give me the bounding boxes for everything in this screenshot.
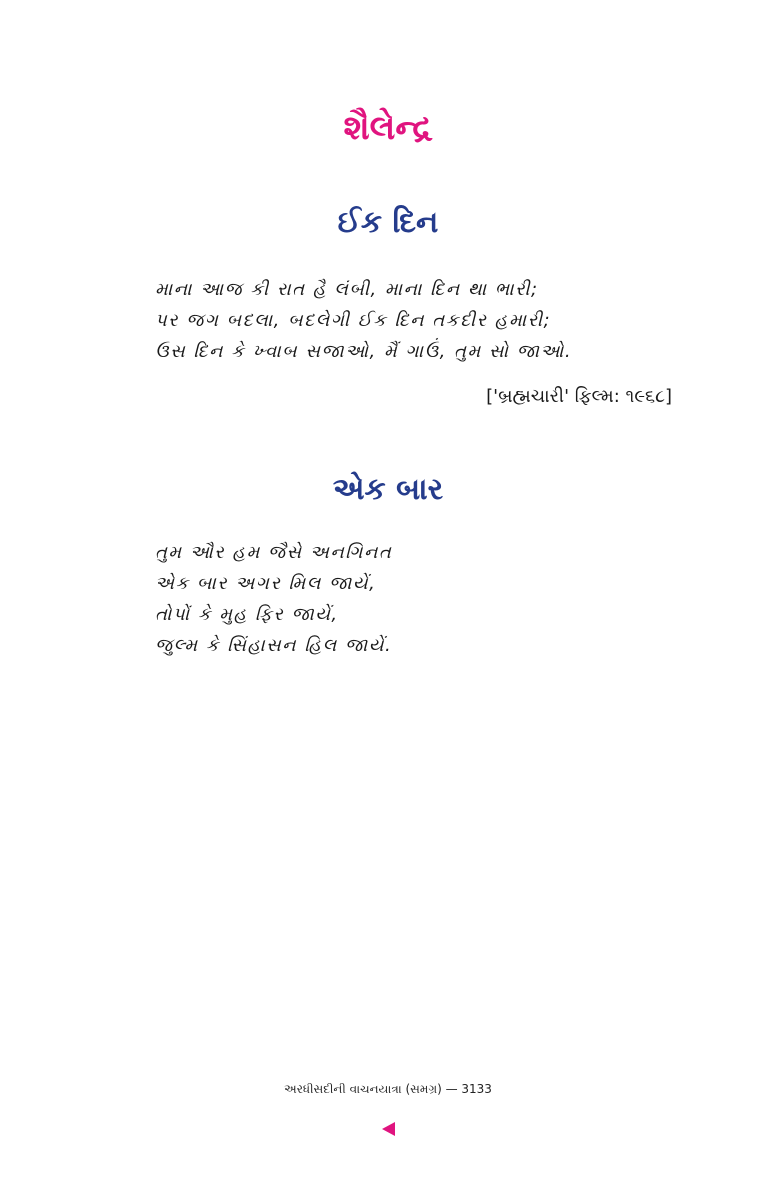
page-footer: અરધીસદીની વાચનયાત્રા (સમગ્ર) — 3133 bbox=[284, 1082, 492, 1096]
poem-verse-ek-din bbox=[155, 274, 675, 367]
author-name: શૈલેન્દ્ર bbox=[343, 108, 433, 148]
poem-source-citation: ['બ્રહ્મચારી' ફિલ્મ: ૧૯૬૮] bbox=[486, 386, 672, 407]
poem-title-ek-baar: એક બાર bbox=[332, 472, 444, 507]
verse-line: તોપોં કે મુહ ફિર જાયેં, bbox=[155, 604, 339, 625]
verse-line: માના આજ કી રાત હૈ લંબી, માના દિન થા ભારી; bbox=[155, 279, 539, 300]
verse-line: તુમ ઔર હમ જૈસે અનગિનત bbox=[155, 542, 393, 563]
verse-line: એક બાર અગર મિલ જાયેં, bbox=[155, 573, 377, 594]
verse-line: ઉસ દિન કે ખ્વાબ સજાઓ, મૈં ગાઉં, તુમ સો જાઓ. bbox=[155, 341, 573, 362]
poem-title-ek-din: ઈક દિન bbox=[337, 205, 439, 240]
verse-line: પર જગ બદલા, બદલેગી ઈક દિન તકદીર હમારી; bbox=[155, 310, 552, 331]
verse-line: જુલ્મ કે સિંહાસન હિલ જાયેં. bbox=[155, 635, 393, 656]
back-arrow-icon[interactable] bbox=[382, 1122, 395, 1136]
poem-verse-ek-baar bbox=[155, 537, 675, 661]
